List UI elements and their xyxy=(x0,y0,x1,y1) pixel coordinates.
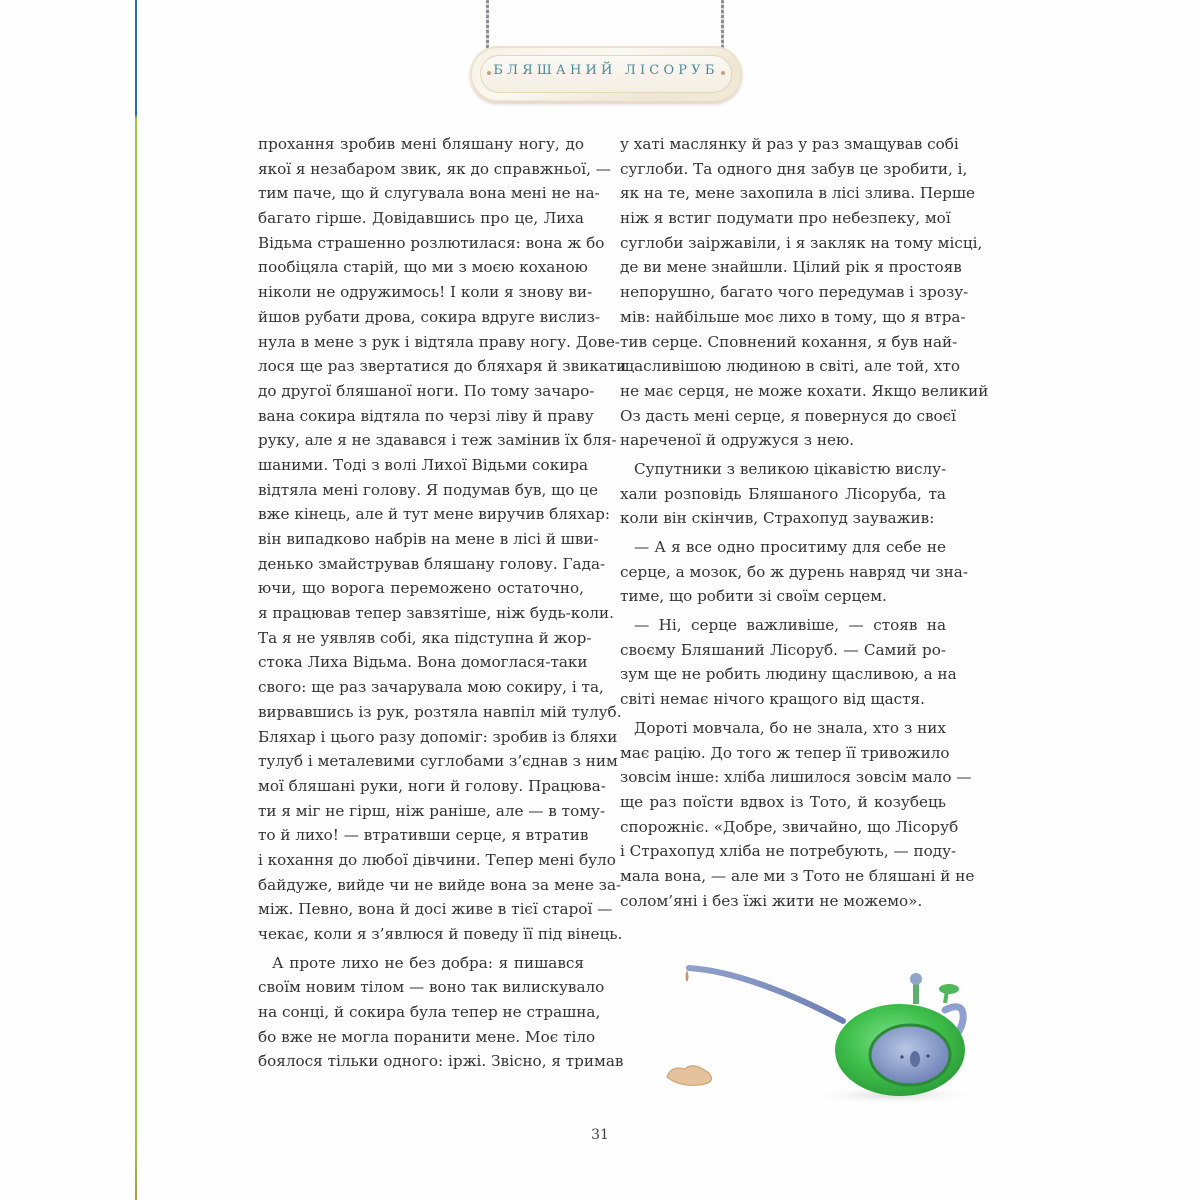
text-line: руку, але я не здавався і теж замінив їх бля- xyxy=(258,431,617,450)
face-dot xyxy=(926,1054,929,1057)
text-line: Супутники з великою цікавістю вислу- xyxy=(634,459,947,478)
text-line: і кохання до любої дівчини. Тепер мені було xyxy=(258,850,616,869)
text-line: байдуже, вийде чи не вийде вона за мене за- xyxy=(258,875,622,894)
text-line: вже кінець, але й тут мене виручив бляхар: xyxy=(258,505,610,524)
vent-cap xyxy=(939,984,959,994)
text-line: між. Певно, вона й досі живе в тієї старої — xyxy=(258,900,613,919)
text-line: тиме, що робити зі своїм серцем. xyxy=(620,587,887,606)
text-line: бо вже не могла поранити мене. Моє тіло xyxy=(258,1027,596,1046)
text-line: зовсім інше: хліба лишилося зовсім мало — xyxy=(620,768,972,787)
text-line: хали розповідь Бляшаного Лісоруба, та xyxy=(620,484,946,503)
text-line: Дороті мовчала, бо не знала, хто з них xyxy=(634,718,946,737)
text-line: суглоби заіржавіли, і я закляк на тому місці, xyxy=(620,233,983,252)
chapter-title-sign xyxy=(470,46,742,102)
paragraph xyxy=(620,457,946,531)
text-line: не має серця, не може кохати. Якщо великий xyxy=(620,381,989,400)
text-line: якої я незабаром звик, як до справжньої, — xyxy=(258,159,611,178)
paragraph xyxy=(620,132,989,453)
text-line: то й лихо! — втративши серце, я втратив xyxy=(258,826,589,845)
text-line: до другої бляшаної ноги. По тому зачаро- xyxy=(258,381,595,400)
oil-can-illustration xyxy=(645,955,965,1105)
face-dot xyxy=(900,1055,903,1058)
text-line: солом’яні і без їжі жити не можемо». xyxy=(620,891,923,910)
text-line: чекає, коли я з’явлюся й поведу її під вінець. xyxy=(258,925,623,943)
text-line: щасливішою людиною в світі, але той, хто xyxy=(620,357,960,376)
right-chain-icon xyxy=(721,0,724,50)
text-line: ти я міг не гірш, ніж раніше, але — в тому- xyxy=(258,801,606,820)
paragraph xyxy=(620,613,957,712)
text-line: А проте лихо не без добра: я пишався xyxy=(272,953,584,972)
text-line: і Страхопуд хліба не потребують, — поду- xyxy=(620,842,957,861)
text-line: вирвавшись із рук, розтяла навпіл мій тулуб. xyxy=(258,702,622,721)
text-line: Бляхар і цього разу допоміг: зробив із бляхи xyxy=(258,727,618,746)
text-line: ючи, що ворога переможено остаточно, xyxy=(258,579,584,598)
text-line: мала вона, — але ми з Тото не бляшані й не xyxy=(620,866,975,885)
text-line: має рацію. До того ж тепер її тривожило xyxy=(620,743,950,762)
can-face xyxy=(870,1025,950,1085)
text-line: тив серце. Сповнений кохання, я був най- xyxy=(620,332,958,351)
text-line: коли він скінчив, Страхопуд зауважив: xyxy=(620,509,935,528)
text-line: мів: найбільше моє лихо в тому, що я втра- xyxy=(620,307,966,326)
text-line: боялося тільки одного: іржі. Звісно, я тримав xyxy=(258,1052,624,1071)
paragraph xyxy=(258,132,627,947)
text-line: — А я все одно проситиму для себе не xyxy=(634,538,946,556)
cap-knob xyxy=(910,973,922,985)
text-line: суглоби. Та одного дня забув це зробити, і, xyxy=(620,159,968,178)
text-line: мої бляшані руки, ноги й голову. Працюва- xyxy=(258,776,606,795)
text-line: тим паче, що й слугувала вона мені не на- xyxy=(258,184,600,203)
text-line: Відьма страшенно розлютилася: вона ж бо xyxy=(258,233,605,252)
text-line: як на те, мене захопила в лісі злива. Перше xyxy=(620,184,975,203)
text-line: йшов рубати дрова, сокира вдруге вислиз- xyxy=(258,307,601,326)
oil-puddle-heart-icon xyxy=(667,1066,711,1086)
text-line: своїм новим тілом — воно так вилискувало xyxy=(258,978,605,997)
page-edge-color-line xyxy=(135,0,137,1200)
oil-drip xyxy=(686,970,689,982)
text-line: серце, а мозок, бо ж дурень навряд чи зна- xyxy=(620,562,968,581)
face-nose xyxy=(910,1051,920,1067)
text-line: своєму Бляшаний Лісоруб. — Самий ро- xyxy=(620,640,946,659)
text-line: він випадково набрів на мене в лісі й шви- xyxy=(258,530,599,548)
left-chain-icon xyxy=(486,0,489,50)
text-line: де ви мене знайшли. Цілий рік я простояв xyxy=(620,258,962,277)
text-line: я працював тепер завзятіше, ніж будь-коли. xyxy=(258,604,614,623)
text-line: Та я не уявляв собі, яка підступна й жор- xyxy=(258,628,592,647)
text-line: лося ще раз звертатися до бляхаря й звикати xyxy=(258,357,627,376)
text-line: світі немає нічого кращого від щастя. xyxy=(620,690,925,709)
text-line: нула в мене з рук і відтяла праву ногу. Дове- xyxy=(258,332,620,351)
paragraph xyxy=(620,716,975,914)
text-line: шаними. Тоді з волі Лихої Відьми сокира xyxy=(258,455,589,474)
text-line: зум ще не робить людину щасливою, а на xyxy=(620,665,957,684)
right-text-column xyxy=(620,132,989,913)
text-line: — Ні, серце важливіше, — стояв на xyxy=(634,616,946,635)
text-line: пообіцяла старій, що ми з моєю коханою xyxy=(258,258,588,277)
text-line: прохання зробив мені бляшану ногу, до xyxy=(258,135,584,153)
text-line: нареченої й одружуся з нею. xyxy=(620,431,855,450)
paragraph xyxy=(620,535,968,609)
text-line: ще раз поїсти вдвох із Тото, й козубець xyxy=(620,792,946,811)
text-line: ніколи не одружимось! І коли я знову ви- xyxy=(258,283,593,302)
left-text-column xyxy=(258,132,627,1074)
text-line: стока Лиха Відьма. Вона домоглася-таки xyxy=(258,653,588,672)
chapter-title: БЛЯШАНИЙ ЛІСОРУБ xyxy=(493,63,719,78)
text-line: відтяла мені голову. Я подумав був, що це xyxy=(258,480,598,499)
text-line: непорушно, багато чого передумав і зрозу- xyxy=(620,283,969,302)
text-line: Оз дасть мені серце, я повернуся до своєї xyxy=(620,406,957,425)
text-line: спорожніє. «Добре, звичайно, що Лісоруб xyxy=(620,817,959,836)
text-line: на сонці, й сокира була тепер не страшна, xyxy=(258,1003,601,1022)
paragraph xyxy=(258,951,624,1074)
text-line: багато гірше. Довідавшись про це, Лиха xyxy=(258,209,584,228)
text-line: вана сокира відтяла по черзі ліву й праву xyxy=(258,406,594,425)
page-number: 31 xyxy=(591,1127,609,1143)
spout xyxy=(689,968,843,1021)
text-line: свого: ще раз зачарувала мою сокиру, і та, xyxy=(258,678,604,697)
text-line: ніж я встиг подумати про небезпеку, мої xyxy=(620,209,951,228)
text-line: тулуб і металевими суглобами з’єднав з ним xyxy=(258,752,618,771)
text-line: денько змайстрував бляшану голову. Гада- xyxy=(258,554,606,573)
text-line: у хаті маслянку й раз у раз змащував собі xyxy=(620,135,959,153)
